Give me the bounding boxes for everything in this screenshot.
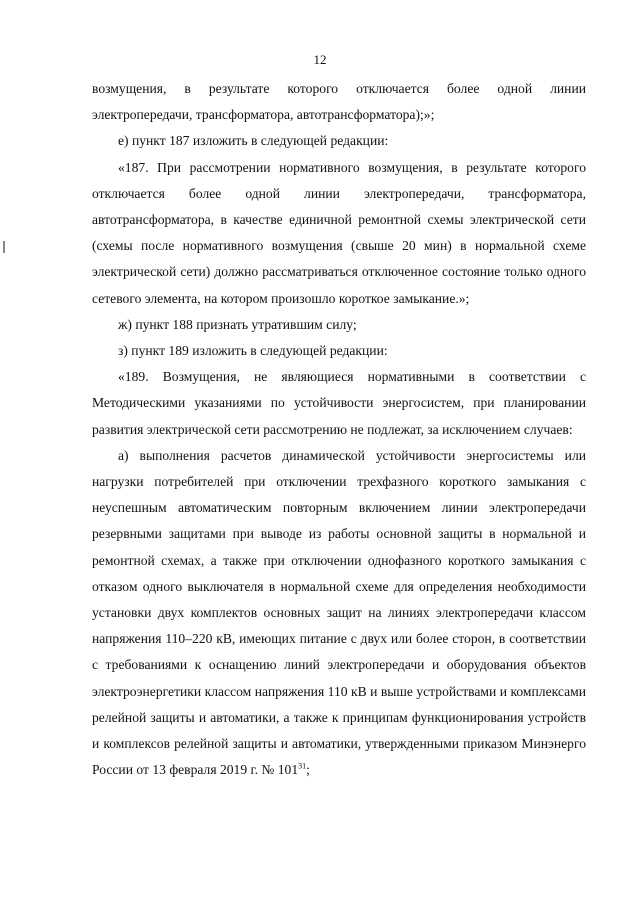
paragraph-item-e: е) пункт 187 изложить в следующей редакции: bbox=[118, 133, 389, 149]
paragraph-clause-187: «187. При рассмотрении нормативного возмущения, в результате которого отключается более одной линии электропередачи, трансформатора, автотрансформатора, в качестве единичной ремонтной схемы электрической сети (схемы после нормативного возмущения (свыше 20 мин) в нормальной схеме электрической сети) должно рассматриваться отключенное состояние только одного сетевого элемента, на котором произошло короткое замыкание.»; bbox=[92, 159, 586, 306]
paragraph-item-zh: ж) пункт 188 признать утратившим силу; bbox=[118, 316, 357, 332]
footnote-ref: 31 bbox=[298, 761, 307, 771]
paragraph-item-z: з) пункт 189 изложить в следующей редакции: bbox=[118, 343, 388, 359]
subitem-a-text: а) выполнения расчетов динамической устойчивости энергосистемы или нагрузки потребителей при отключении трехфазного короткого замыкания с неуспешным автоматическим повторным включением линии электропередачи резервными защитами при выводе из работы основной защиты в нормальной и ремонтной схемах, а также при отключении однофазного короткого замыкания с отказом одного выключателя в нормальной схеме для определения необходимости установки двух комплектов основных защит на линиях электропередачи классом напряжения 110–220 кВ, имеющих питание с двух или более сторон, в соответствии с требованиями к оснащению линий электропередачи и оборудования объектов электроэнергетики классом напряжения 110 кВ и выше устройствами и комплексами релейной защиты и автоматики, а также к принципам функционирования устройств и комплексов релейной защиты и автоматики, утвержденными приказом Минэнерго России от 13 февраля 2019 г. № 101 bbox=[92, 447, 586, 778]
subitem-a-tail: ; bbox=[306, 762, 310, 778]
document-body bbox=[92, 76, 586, 783]
paragraph-continuation: возмущения, в результате которого отключается более одной линии электропередачи, трансформатора, автотрансформатора);»; bbox=[92, 81, 586, 123]
paragraph-clause-189: «189. Возмущения, не являющиеся нормативными в соответствии с Методическими указаниями по устойчивости энергосистем, при планировании развития электрической сети рассмотрению не подлежат, за исключением случаев: bbox=[92, 369, 586, 437]
page-number: 12 bbox=[313, 52, 327, 67]
margin-mark bbox=[3, 241, 5, 253]
paragraph-subitem-a bbox=[92, 443, 586, 784]
